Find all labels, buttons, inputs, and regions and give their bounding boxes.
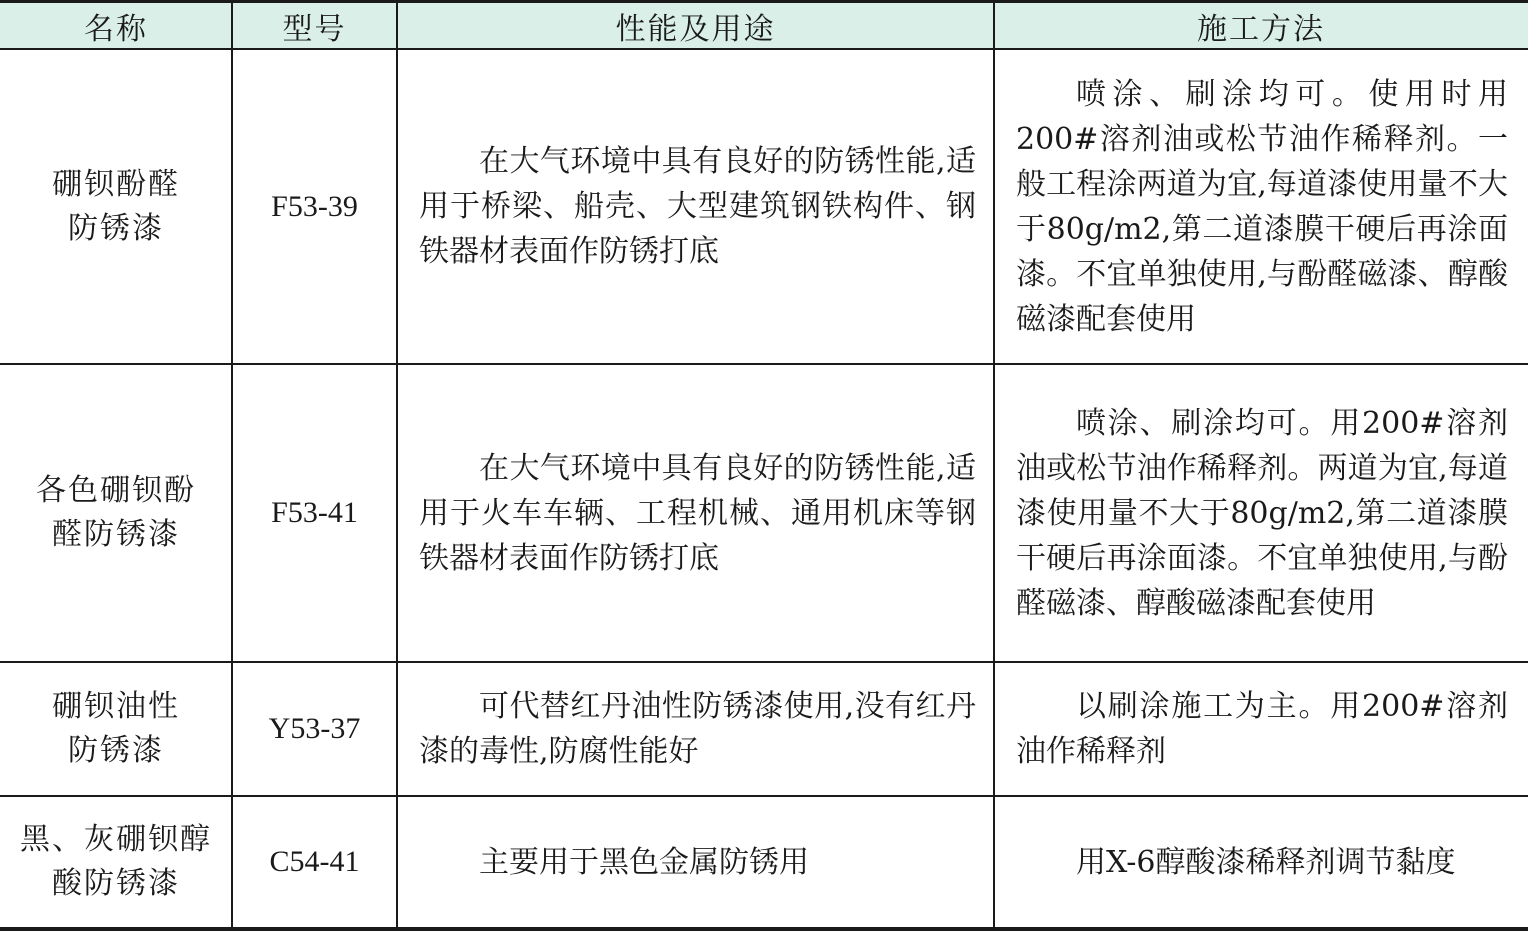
column-divider	[396, 3, 398, 927]
name-line: 酸防锈漆	[52, 866, 180, 901]
table-row	[0, 365, 1528, 663]
cell-performance	[397, 797, 994, 927]
cell-name	[0, 50, 232, 363]
name-line: 各色硼钡酚	[36, 473, 196, 508]
header-performance: 性能及用途	[615, 11, 776, 47]
cell-method	[994, 50, 1528, 363]
cell-name	[0, 797, 232, 927]
cell-model: F53-39	[271, 189, 358, 223]
table-row	[0, 50, 1528, 365]
method-text: 用X-6醇酸漆稀释剂调节黏度	[1076, 844, 1456, 880]
header-model: 型号	[282, 11, 347, 47]
table-header-row	[0, 3, 1528, 50]
cell-method	[994, 663, 1528, 795]
cell-name	[0, 365, 232, 661]
header-method: 施工方法	[1197, 11, 1325, 47]
performance-text: 可代替红丹油性防锈漆使用,没有红丹漆的毒性,防腐性能好	[419, 689, 976, 769]
table-row	[0, 663, 1528, 797]
name-line: 黑、灰硼钡醇	[20, 822, 212, 857]
cell-model: C54-41	[269, 845, 360, 878]
column-divider	[993, 3, 995, 927]
table-bottom-rule	[0, 927, 1528, 931]
cell-model: F53-41	[271, 496, 358, 529]
method-text: 喷涂、刷涂均可。用200#溶剂油或松节油作稀释剂。两道为宜,每道漆使用量不大于80g/m2,第二道漆膜干硬后再涂面漆。不宜单独使用,与酚醛磁漆、醇酸磁漆配套使用	[1016, 405, 1508, 621]
name-line: 硼钡酚醛	[52, 166, 180, 202]
header-name: 名称	[84, 11, 148, 47]
name-line: 防锈漆	[68, 210, 164, 246]
method-text: 以刷涂施工为主。用200#溶剂油作稀释剂	[1016, 689, 1508, 769]
cell-performance	[397, 365, 994, 661]
cell-performance	[397, 663, 994, 795]
name-line: 硼钡油性	[52, 689, 180, 724]
cell-method	[994, 365, 1528, 661]
cell-model: Y53-37	[268, 712, 361, 745]
name-line: 防锈漆	[68, 733, 164, 768]
method-text: 喷涂、刷涂均可。使用时用200#溶剂油或松节油作稀释剂。一般工程涂两道为宜,每道漆使用量不大于80g/m2,第二道漆膜干硬后再涂面漆。不宜单独使用,与酚醛磁漆、醇酸磁漆配套使用	[1016, 76, 1508, 337]
table-row	[0, 797, 1528, 927]
performance-text: 在大气环境中具有良好的防锈性能,适用于桥梁、船壳、大型建筑钢铁构件、钢铁器材表面作防锈打底	[419, 144, 976, 269]
column-divider	[231, 3, 233, 927]
cell-name	[0, 663, 232, 795]
performance-text: 在大气环境中具有良好的防锈性能,适用于火车车辆、工程机械、通用机床等钢铁器材表面作防锈打底	[419, 450, 976, 576]
performance-text: 主要用于黑色金属防锈用	[479, 844, 809, 880]
cell-performance	[397, 50, 994, 363]
cell-method	[994, 797, 1528, 927]
name-line: 醛防锈漆	[52, 517, 180, 552]
